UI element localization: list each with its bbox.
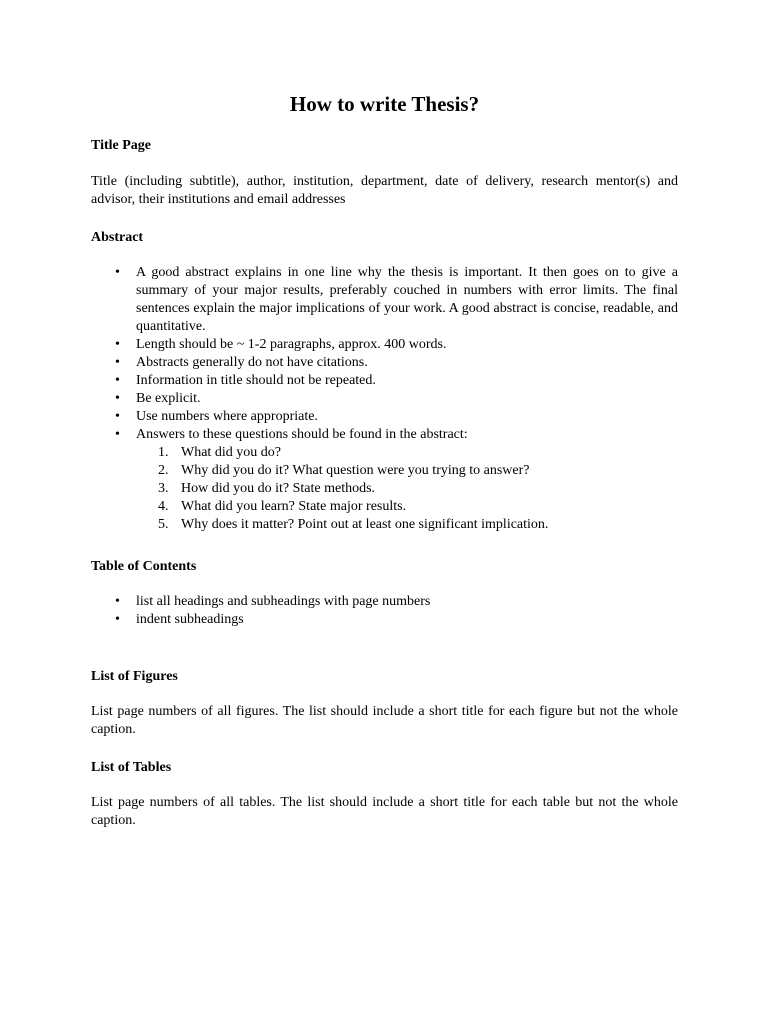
numbered-item	[136, 462, 678, 480]
item-number: 2.	[158, 463, 169, 478]
list-of-figures-text: List page numbers of all figures. The list should include a short title for each figure but not the whole caption.	[91, 704, 678, 737]
list-of-tables-text: List page numbers of all tables. The list should include a short title for each table but not the whole caption.	[91, 795, 678, 828]
section-heading-abstract: Abstract	[91, 230, 144, 245]
list-item-text: Use numbers where appropriate.	[136, 409, 318, 424]
list-item-text: Information in title should not be repeated.	[136, 373, 376, 388]
numbered-item-text: How did you do it? State methods.	[181, 481, 376, 496]
numbered-item	[136, 480, 678, 498]
item-number: 3.	[158, 481, 169, 496]
bullet-icon: •	[115, 594, 120, 609]
numbered-item	[136, 516, 678, 534]
list-item	[91, 426, 678, 534]
abstract-questions-list	[136, 444, 678, 534]
numbered-item-text: Why does it matter? Point out at least one significant implication.	[181, 517, 549, 532]
list-item	[91, 264, 678, 336]
document-body	[91, 90, 678, 830]
section-heading-list-of-tables: List of Tables	[91, 760, 172, 775]
abstract-bullet-list	[91, 264, 678, 534]
item-number: 1.	[158, 445, 169, 460]
numbered-item-text: What did you do?	[181, 445, 281, 460]
list-item	[91, 593, 678, 611]
numbered-item-text: Why did you do it? What question were you trying to answer?	[181, 463, 530, 478]
list-item-text: Answers to these questions should be found in the abstract:	[136, 427, 468, 442]
item-number: 5.	[158, 517, 169, 532]
bullet-icon: •	[115, 355, 120, 370]
list-item-text: indent subheadings	[136, 612, 244, 627]
toc-bullet-list	[91, 593, 678, 629]
list-item-text: Length should be ~ 1-2 paragraphs, approx. 400 words.	[136, 337, 447, 352]
list-item	[91, 611, 678, 629]
list-item-text: Abstracts generally do not have citations.	[136, 355, 368, 370]
list-item	[91, 336, 678, 354]
list-item	[91, 354, 678, 372]
list-item	[91, 372, 678, 390]
bullet-icon: •	[115, 373, 120, 388]
section-heading-list-of-figures: List of Figures	[91, 669, 178, 684]
bullet-icon: •	[115, 612, 120, 627]
item-number: 4.	[158, 499, 169, 514]
bullet-icon: •	[115, 427, 120, 442]
title-page-text: Title (including subtitle), author, institution, department, date of delivery, research mentor(s) and advisor, their institutions and email addresses	[91, 174, 678, 207]
bullet-icon: •	[115, 409, 120, 424]
document-title: How to write Thesis?	[289, 92, 480, 116]
list-item	[91, 390, 678, 408]
section-heading-table-of-contents: Table of Contents	[91, 559, 197, 574]
list-item	[91, 408, 678, 426]
bullet-icon: •	[115, 337, 120, 352]
numbered-item-text: What did you learn? State major results.	[181, 499, 407, 514]
list-item-text: A good abstract explains in one line why the thesis is important. It then goes on to give a summary of your major results, preferably couched in numbers with error limits. The final sentences explain the major implications of your work. A good abstract is concise, readable, and quantitative.	[136, 265, 678, 334]
numbered-item	[136, 444, 678, 462]
list-item-text: list all headings and subheadings with page numbers	[136, 594, 431, 609]
numbered-item	[136, 498, 678, 516]
section-heading-title-page: Title Page	[91, 138, 152, 153]
bullet-icon: •	[115, 265, 120, 280]
list-item-text: Be explicit.	[136, 391, 201, 406]
bullet-icon: •	[115, 391, 120, 406]
